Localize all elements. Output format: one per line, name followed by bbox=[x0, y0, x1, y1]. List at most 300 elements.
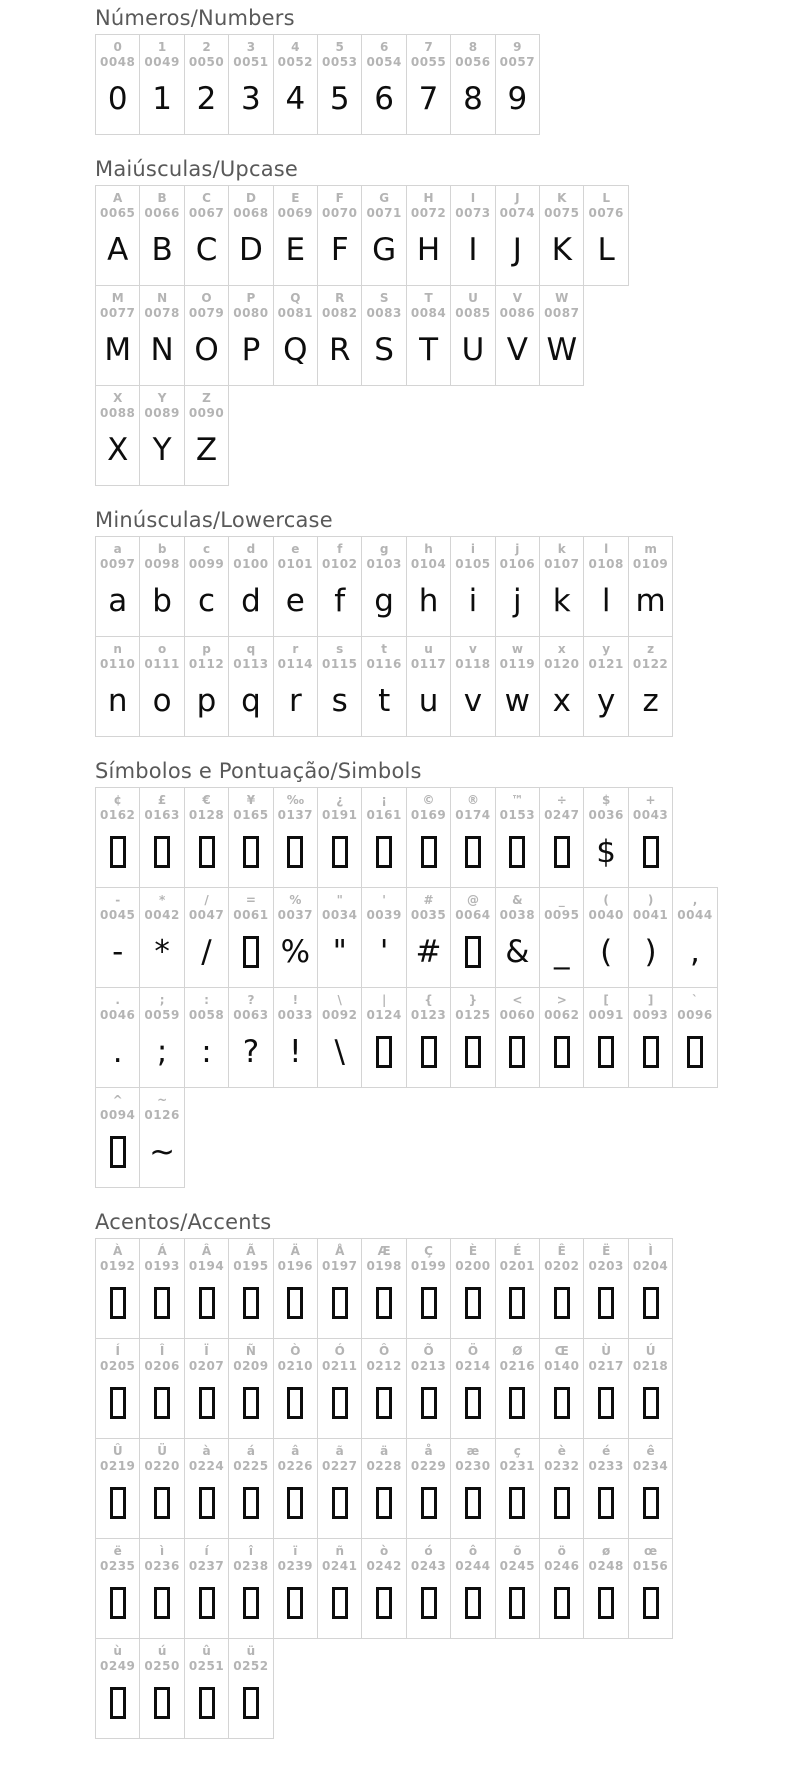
glyph-code-label: 0041 bbox=[632, 908, 669, 922]
missing-glyph-box-icon bbox=[421, 1487, 437, 1519]
glyph-preview-missing bbox=[598, 1374, 614, 1432]
glyph-cell-0210 bbox=[273, 1338, 318, 1439]
glyph-char-label: " bbox=[336, 893, 343, 907]
glyph-code-label: 0128 bbox=[188, 808, 225, 822]
glyph-char-label: 8 bbox=[468, 40, 478, 54]
section-title-lowercase: Minúsculas/Lowercase bbox=[95, 508, 333, 532]
glyph-code-label: 0053 bbox=[322, 55, 358, 69]
glyph-code-label: 0137 bbox=[277, 808, 314, 822]
glyph-preview: Z bbox=[195, 431, 218, 468]
glyph-char-label: . bbox=[115, 993, 120, 1007]
glyph-preview: K bbox=[551, 231, 572, 268]
glyph-code-label: 0165 bbox=[233, 808, 269, 822]
glyph-cell-0233 bbox=[583, 1438, 628, 1539]
missing-glyph-box-icon bbox=[643, 1036, 659, 1068]
glyph-char-label: ; bbox=[159, 993, 165, 1007]
glyph-preview-missing bbox=[332, 1374, 348, 1432]
glyph-preview: z bbox=[642, 682, 659, 719]
glyph-char-label: % bbox=[289, 893, 302, 907]
glyph-code-label: 0111 bbox=[144, 657, 180, 671]
glyph-preview-missing bbox=[421, 1474, 437, 1532]
glyph-cell-0211 bbox=[317, 1338, 362, 1439]
glyph-cell-0092 bbox=[317, 987, 362, 1088]
glyph-preview: H bbox=[416, 231, 441, 268]
glyph-cell-0237 bbox=[184, 1538, 229, 1639]
glyph-preview: O bbox=[194, 331, 219, 368]
missing-glyph-box-icon bbox=[154, 836, 170, 868]
glyph-code-label: 0163 bbox=[144, 808, 180, 822]
missing-glyph-box-icon bbox=[687, 1036, 703, 1068]
glyph-preview: U bbox=[461, 331, 485, 368]
glyph-code-label: 0228 bbox=[366, 1459, 402, 1473]
glyph-char-label: k bbox=[557, 542, 566, 556]
glyph-code-label: 0191 bbox=[322, 808, 358, 822]
glyph-cell-0103 bbox=[361, 536, 406, 637]
glyph-cell-0067 bbox=[184, 185, 229, 286]
glyph-cell-0048 bbox=[95, 34, 140, 135]
glyph-code-label: 0105 bbox=[455, 557, 491, 571]
glyph-char-label: e bbox=[291, 542, 300, 556]
glyph-code-label: 0204 bbox=[632, 1259, 669, 1273]
missing-glyph-box-icon bbox=[598, 1036, 614, 1068]
glyph-code-label: 0062 bbox=[544, 1008, 580, 1022]
glyph-code-label: 0085 bbox=[455, 306, 491, 320]
missing-glyph-box-icon bbox=[332, 1287, 348, 1319]
glyph-preview: V bbox=[506, 331, 528, 368]
missing-glyph-box-icon bbox=[199, 1387, 215, 1419]
glyph-cell-0036 bbox=[583, 787, 628, 888]
glyph-char-label: ö bbox=[557, 1544, 566, 1558]
glyph-code-label: 0243 bbox=[410, 1559, 447, 1573]
missing-glyph-box-icon bbox=[154, 1387, 170, 1419]
glyph-cell-0124 bbox=[361, 987, 406, 1088]
missing-glyph-box-icon bbox=[332, 1487, 348, 1519]
glyph-code-label: 0235 bbox=[100, 1559, 136, 1573]
glyph-char-label: ò bbox=[380, 1544, 389, 1558]
glyph-char-label: 3 bbox=[246, 40, 256, 54]
glyph-code-label: 0064 bbox=[455, 908, 491, 922]
glyph-char-label: Æ bbox=[377, 1244, 391, 1258]
glyph-char-label: $ bbox=[601, 793, 611, 807]
glyph-char-label: t bbox=[381, 642, 388, 656]
glyph-code-label: 0102 bbox=[322, 557, 358, 571]
glyph-char-label: ® bbox=[466, 793, 479, 807]
glyph-cell-0096 bbox=[672, 987, 717, 1088]
glyph-preview: S bbox=[374, 331, 394, 368]
glyph-code-label: 0207 bbox=[188, 1359, 225, 1373]
glyph-code-label: 0169 bbox=[410, 808, 447, 822]
glyph-cell-0163 bbox=[139, 787, 184, 888]
glyph-code-label: 0249 bbox=[100, 1659, 136, 1673]
glyph-code-label: 0117 bbox=[410, 657, 447, 671]
glyph-preview: e bbox=[285, 582, 305, 619]
glyph-preview-missing bbox=[421, 1274, 437, 1332]
glyph-preview: E bbox=[285, 231, 306, 268]
glyph-char-label: Ï bbox=[204, 1344, 209, 1358]
glyph-char-label: Å bbox=[335, 1244, 345, 1258]
glyph-char-label: ™ bbox=[511, 793, 524, 807]
section-upcase bbox=[95, 157, 800, 486]
glyph-code-label: 0043 bbox=[632, 808, 669, 822]
glyph-cell-0072 bbox=[406, 185, 451, 286]
glyph-code-label: 0203 bbox=[588, 1259, 624, 1273]
glyph-preview: m bbox=[635, 582, 666, 619]
missing-glyph-box-icon bbox=[643, 836, 659, 868]
glyph-cell-0052 bbox=[273, 34, 318, 135]
glyph-code-label: 0124 bbox=[366, 1008, 402, 1022]
glyph-preview-missing bbox=[332, 1474, 348, 1532]
glyph-cell-0202 bbox=[539, 1238, 584, 1339]
glyph-char-label: G bbox=[379, 191, 390, 205]
glyph-cell-0234 bbox=[628, 1438, 673, 1539]
glyph-preview: l bbox=[601, 582, 611, 619]
glyph-code-label: 0082 bbox=[322, 306, 358, 320]
glyph-code-label: 0100 bbox=[233, 557, 269, 571]
glyph-preview: 0 bbox=[107, 80, 128, 117]
glyph-code-label: 0055 bbox=[410, 55, 447, 69]
glyph-cell-0123 bbox=[406, 987, 451, 1088]
glyph-cell-0035 bbox=[406, 887, 451, 988]
glyph-preview-missing bbox=[687, 1023, 703, 1081]
glyph-code-label: 0217 bbox=[588, 1359, 624, 1373]
glyph-cell-0235 bbox=[95, 1538, 140, 1639]
glyph-cell-0047 bbox=[184, 887, 229, 988]
glyph-cell-0041 bbox=[628, 887, 673, 988]
glyph-code-label: 0161 bbox=[366, 808, 402, 822]
missing-glyph-box-icon bbox=[110, 1687, 126, 1719]
glyph-preview: ) bbox=[644, 933, 657, 970]
glyph-cell-0207 bbox=[184, 1338, 229, 1439]
glyph-code-label: 0233 bbox=[588, 1459, 624, 1473]
glyph-code-label: 0237 bbox=[188, 1559, 225, 1573]
glyph-preview: q bbox=[241, 682, 261, 719]
glyph-code-label: 0063 bbox=[233, 1008, 269, 1022]
glyph-char-label: ù bbox=[113, 1644, 122, 1658]
glyph-row bbox=[95, 1538, 800, 1639]
missing-glyph-box-icon bbox=[332, 1587, 348, 1619]
glyph-code-label: 0216 bbox=[499, 1359, 536, 1373]
glyph-preview: # bbox=[415, 933, 442, 970]
glyph-cell-0101 bbox=[273, 536, 318, 637]
glyph-row bbox=[95, 385, 800, 486]
missing-glyph-box-icon bbox=[465, 1036, 481, 1068]
glyph-char-label: < bbox=[512, 993, 523, 1007]
glyph-char-label: V bbox=[512, 291, 522, 305]
glyph-cell-0236 bbox=[139, 1538, 184, 1639]
glyph-cell-0161 bbox=[361, 787, 406, 888]
glyph-preview: v bbox=[463, 682, 483, 719]
glyph-cell-0040 bbox=[583, 887, 628, 988]
glyph-cell-0039 bbox=[361, 887, 406, 988]
missing-glyph-box-icon bbox=[421, 1287, 437, 1319]
glyph-preview: / bbox=[201, 933, 212, 970]
glyph-preview-missing bbox=[465, 1274, 481, 1332]
glyph-code-label: 0245 bbox=[499, 1559, 536, 1573]
glyph-cell-0105 bbox=[450, 536, 495, 637]
glyph-preview-missing bbox=[110, 1574, 126, 1632]
glyph-cell-0042 bbox=[139, 887, 184, 988]
glyph-cell-0079 bbox=[184, 285, 229, 386]
glyph-char-label: ~ bbox=[157, 1093, 168, 1107]
glyph-cell-0097 bbox=[95, 536, 140, 637]
missing-glyph-box-icon bbox=[199, 1687, 215, 1719]
glyph-row bbox=[95, 1338, 800, 1439]
glyph-cell-0219 bbox=[95, 1438, 140, 1539]
glyph-char-label: ( bbox=[603, 893, 609, 907]
glyph-char-label: I bbox=[470, 191, 476, 205]
glyph-cell-0109 bbox=[628, 536, 673, 637]
glyph-code-label: 0214 bbox=[455, 1359, 491, 1373]
glyph-code-label: 0225 bbox=[233, 1459, 269, 1473]
character-map bbox=[95, 6, 800, 1739]
glyph-cell-0140 bbox=[539, 1338, 584, 1439]
glyph-cell-0088 bbox=[95, 385, 140, 486]
glyph-char-label: © bbox=[422, 793, 435, 807]
glyph-preview: h bbox=[418, 582, 439, 619]
glyph-code-label: 0052 bbox=[277, 55, 314, 69]
glyph-cell-0243 bbox=[406, 1538, 451, 1639]
glyph-cell-0156 bbox=[628, 1538, 673, 1639]
glyph-code-label: 0099 bbox=[188, 557, 225, 571]
glyph-preview: ? bbox=[242, 1033, 260, 1070]
missing-glyph-box-icon bbox=[110, 1387, 126, 1419]
glyph-preview-missing bbox=[421, 823, 437, 881]
glyph-char-label: q bbox=[246, 642, 256, 656]
glyph-cell-0049 bbox=[139, 34, 184, 135]
glyph-code-label: 0079 bbox=[188, 306, 225, 320]
glyph-char-label: Ç bbox=[424, 1244, 433, 1258]
glyph-preview-missing bbox=[376, 823, 392, 881]
glyph-char-label: 2 bbox=[202, 40, 211, 54]
glyph-preview-missing bbox=[465, 1023, 481, 1081]
glyph-code-label: 0084 bbox=[410, 306, 447, 320]
missing-glyph-box-icon bbox=[554, 836, 570, 868]
glyph-char-label: À bbox=[113, 1244, 123, 1258]
glyph-preview-missing bbox=[199, 1574, 215, 1632]
missing-glyph-box-icon bbox=[110, 836, 126, 868]
glyph-code-label: 0205 bbox=[100, 1359, 136, 1373]
glyph-cell-0128 bbox=[184, 787, 229, 888]
glyph-code-label: 0074 bbox=[499, 206, 536, 220]
glyph-code-label: 0206 bbox=[144, 1359, 180, 1373]
glyph-cell-0084 bbox=[406, 285, 451, 386]
glyph-code-label: 0201 bbox=[499, 1259, 536, 1273]
glyph-preview-missing bbox=[421, 1374, 437, 1432]
missing-glyph-box-icon bbox=[509, 836, 525, 868]
glyph-char-label: K bbox=[557, 191, 567, 205]
glyph-char-label: > bbox=[556, 993, 567, 1007]
glyph-cell-0076 bbox=[583, 185, 628, 286]
glyph-preview-missing bbox=[643, 1274, 659, 1332]
glyph-preview-missing bbox=[465, 1474, 481, 1532]
missing-glyph-box-icon bbox=[465, 936, 481, 968]
glyph-char-label: | bbox=[381, 993, 387, 1007]
glyph-code-label: 0115 bbox=[322, 657, 358, 671]
glyph-code-label: 0218 bbox=[632, 1359, 669, 1373]
glyph-preview: 8 bbox=[463, 80, 483, 117]
glyph-preview-missing bbox=[643, 1374, 659, 1432]
glyph-cell-0205 bbox=[95, 1338, 140, 1439]
glyph-preview-missing bbox=[554, 1274, 570, 1332]
missing-glyph-box-icon bbox=[598, 1287, 614, 1319]
glyph-char-label: ^ bbox=[112, 1093, 123, 1107]
glyph-row bbox=[95, 887, 800, 988]
glyph-cell-0095 bbox=[539, 887, 584, 988]
glyph-cell-0249 bbox=[95, 1638, 140, 1739]
glyph-cell-0165 bbox=[228, 787, 273, 888]
glyph-preview-missing bbox=[598, 1574, 614, 1632]
glyph-char-label: / bbox=[204, 893, 209, 907]
glyph-preview-missing bbox=[243, 923, 259, 981]
glyph-char-label: Z bbox=[202, 391, 211, 405]
glyph-cell-0034 bbox=[317, 887, 362, 988]
glyph-code-label: 0192 bbox=[100, 1259, 136, 1273]
glyph-code-label: 0247 bbox=[544, 808, 580, 822]
missing-glyph-box-icon bbox=[643, 1587, 659, 1619]
glyph-char-label: Ã bbox=[246, 1244, 256, 1258]
glyph-preview-missing bbox=[465, 823, 481, 881]
glyph-preview: . bbox=[112, 1033, 123, 1070]
glyph-char-label: U bbox=[468, 291, 478, 305]
glyph-code-label: 0049 bbox=[144, 55, 180, 69]
glyph-code-label: 0077 bbox=[100, 306, 136, 320]
glyph-cell-0195 bbox=[228, 1238, 273, 1339]
glyph-code-label: 0209 bbox=[233, 1359, 269, 1373]
glyph-code-label: 0078 bbox=[144, 306, 180, 320]
missing-glyph-box-icon bbox=[465, 1487, 481, 1519]
glyph-row bbox=[95, 787, 800, 888]
missing-glyph-box-icon bbox=[509, 1487, 525, 1519]
glyph-cell-0244 bbox=[450, 1538, 495, 1639]
glyph-cell-0122 bbox=[628, 636, 673, 737]
glyph-char-label: ! bbox=[292, 993, 299, 1007]
glyph-preview: \ bbox=[334, 1033, 345, 1070]
glyph-char-label: í bbox=[204, 1544, 209, 1558]
glyph-preview: t bbox=[378, 682, 391, 719]
glyph-code-label: 0093 bbox=[632, 1008, 669, 1022]
glyph-char-label: s bbox=[336, 642, 344, 656]
glyph-code-label: 0252 bbox=[233, 1659, 269, 1673]
glyph-code-label: 0058 bbox=[188, 1008, 225, 1022]
glyph-row bbox=[95, 185, 800, 286]
glyph-cell-0242 bbox=[361, 1538, 406, 1639]
glyph-cell-0110 bbox=[95, 636, 140, 737]
glyph-char-label: õ bbox=[513, 1544, 522, 1558]
glyph-code-label: 0113 bbox=[233, 657, 269, 671]
glyph-cell-0228 bbox=[361, 1438, 406, 1539]
missing-glyph-box-icon bbox=[199, 1487, 215, 1519]
glyph-code-label: 0227 bbox=[322, 1459, 358, 1473]
glyph-char-label: C bbox=[202, 191, 211, 205]
glyph-char-label: Û bbox=[112, 1444, 123, 1458]
glyph-cell-0081 bbox=[273, 285, 318, 386]
glyph-code-label: 0075 bbox=[544, 206, 580, 220]
glyph-preview: a bbox=[108, 582, 128, 619]
glyph-cell-0119 bbox=[495, 636, 540, 737]
glyph-char-label: Ú bbox=[645, 1344, 656, 1358]
glyph-code-label: 0248 bbox=[588, 1559, 624, 1573]
missing-glyph-box-icon bbox=[421, 836, 437, 868]
glyph-char-label: O bbox=[201, 291, 212, 305]
glyph-char-label: f bbox=[337, 542, 343, 556]
glyph-cell-0245 bbox=[495, 1538, 540, 1639]
glyph-preview-missing bbox=[554, 1374, 570, 1432]
glyph-code-label: 0045 bbox=[100, 908, 136, 922]
glyph-char-label: & bbox=[512, 893, 523, 907]
glyph-preview: ~ bbox=[149, 1133, 176, 1170]
glyph-preview: k bbox=[552, 582, 571, 619]
glyph-code-label: 0096 bbox=[677, 1008, 713, 1022]
glyph-preview: * bbox=[154, 933, 170, 970]
glyph-char-label: Ô bbox=[379, 1344, 390, 1358]
glyph-char-label: ã bbox=[335, 1444, 344, 1458]
glyph-char-label: ] bbox=[647, 993, 654, 1007]
section-numbers bbox=[95, 6, 800, 135]
glyph-code-label: 0246 bbox=[544, 1559, 580, 1573]
glyph-cell-0224 bbox=[184, 1438, 229, 1539]
glyph-cell-0126 bbox=[139, 1087, 184, 1188]
glyph-cell-0033 bbox=[273, 987, 318, 1088]
glyph-cell-0153 bbox=[495, 787, 540, 888]
section-accents bbox=[95, 1210, 800, 1739]
glyph-char-label: g bbox=[379, 542, 389, 556]
missing-glyph-box-icon bbox=[243, 836, 259, 868]
glyph-preview-missing bbox=[199, 1374, 215, 1432]
missing-glyph-box-icon bbox=[243, 1387, 259, 1419]
glyph-cell-0093 bbox=[628, 987, 673, 1088]
glyph-cell-0077 bbox=[95, 285, 140, 386]
glyph-code-label: 0067 bbox=[188, 206, 225, 220]
glyph-cell-0112 bbox=[184, 636, 229, 737]
missing-glyph-box-icon bbox=[154, 1687, 170, 1719]
glyph-char-label: Ó bbox=[334, 1344, 345, 1358]
glyph-cell-0218 bbox=[628, 1338, 673, 1439]
glyph-cell-0043 bbox=[628, 787, 673, 888]
glyph-code-label: 0089 bbox=[144, 406, 180, 420]
missing-glyph-box-icon bbox=[243, 1487, 259, 1519]
glyph-char-label: @ bbox=[466, 893, 479, 907]
glyph-preview-missing bbox=[332, 1274, 348, 1332]
section-symbols bbox=[95, 759, 800, 1188]
glyph-preview-missing bbox=[332, 823, 348, 881]
glyph-cell-0193 bbox=[139, 1238, 184, 1339]
glyph-preview-missing bbox=[243, 1474, 259, 1532]
glyph-preview: B bbox=[151, 231, 173, 268]
glyph-code-label: 0081 bbox=[277, 306, 314, 320]
glyph-char-label: l bbox=[604, 542, 609, 556]
glyph-preview: p bbox=[196, 682, 217, 719]
glyph-code-label: 0232 bbox=[544, 1459, 580, 1473]
glyph-cell-0056 bbox=[450, 34, 495, 135]
glyph-code-label: 0101 bbox=[277, 557, 314, 571]
glyph-preview-missing bbox=[554, 1474, 570, 1532]
glyph-cell-0125 bbox=[450, 987, 495, 1088]
missing-glyph-box-icon bbox=[376, 836, 392, 868]
glyph-preview: P bbox=[241, 331, 261, 368]
glyph-code-label: 0040 bbox=[588, 908, 624, 922]
glyph-char-label: Ä bbox=[290, 1244, 300, 1258]
glyph-code-label: 0046 bbox=[100, 1008, 136, 1022]
glyph-cell-0217 bbox=[583, 1338, 628, 1439]
missing-glyph-box-icon bbox=[243, 1687, 259, 1719]
missing-glyph-box-icon bbox=[465, 836, 481, 868]
glyph-char-label: ¢ bbox=[113, 793, 122, 807]
glyph-char-label: ¥ bbox=[246, 793, 256, 807]
glyph-code-label: 0194 bbox=[188, 1259, 225, 1273]
glyph-char-label: u bbox=[424, 642, 433, 656]
glyph-char-label: N bbox=[157, 291, 168, 305]
glyph-char-label: ô bbox=[468, 1544, 478, 1558]
